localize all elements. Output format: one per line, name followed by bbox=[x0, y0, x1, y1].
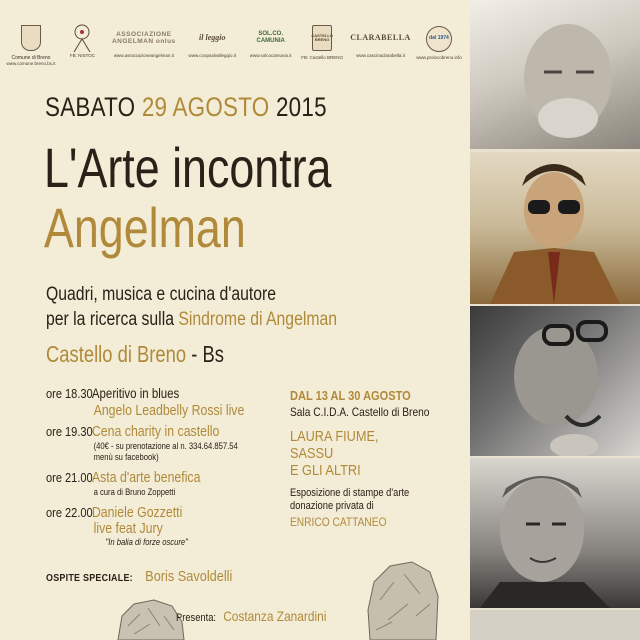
castello-breno-logo-icon bbox=[312, 25, 332, 51]
portrait-photo bbox=[470, 0, 640, 149]
program-quote: "In balia di forze oscure" bbox=[105, 537, 188, 547]
exhibition-block bbox=[290, 388, 470, 529]
stone-sculpture-right bbox=[364, 560, 442, 640]
event-title-line1: L'Arte incontra bbox=[44, 136, 332, 199]
exhibition-donor: ENRICO CATTANEO bbox=[290, 515, 387, 529]
event-subtitle bbox=[46, 282, 337, 332]
exhibition-description bbox=[290, 487, 443, 513]
event-date bbox=[45, 92, 327, 123]
program-note: a cura di Bruno Zoppetti bbox=[93, 487, 176, 497]
portrait-photo bbox=[470, 152, 640, 304]
event-venue bbox=[46, 341, 224, 368]
sponsor-bar bbox=[6, 22, 464, 72]
sponsor-angelman[interactable] bbox=[109, 22, 179, 72]
exhibition-artists bbox=[290, 428, 443, 479]
subtitle-line2 bbox=[46, 307, 337, 332]
sponsor-proloco[interactable] bbox=[414, 22, 464, 72]
clarabella-logo-icon bbox=[349, 22, 413, 54]
sponsor-solco[interactable] bbox=[246, 22, 296, 72]
sponsor-comune[interactable] bbox=[6, 22, 56, 72]
venue-separator: - bbox=[186, 341, 203, 367]
solco-logo-icon bbox=[246, 22, 296, 54]
sponsor-name: ASSOCIAZIONE ANGELMAN onlus bbox=[111, 30, 176, 45]
sponsor-web: www.cascinaclarabella.it bbox=[356, 53, 405, 58]
program-time: ore 19.30 bbox=[46, 424, 93, 439]
program-item bbox=[46, 423, 250, 463]
sponsor-web: www.coopsalvallegqio.it bbox=[188, 53, 237, 58]
program-title: Cena charity in castello bbox=[91, 424, 220, 440]
program-item bbox=[46, 385, 250, 419]
program-title: Daniele Gozzetti bbox=[91, 505, 183, 521]
artist-line: LAURA FIUME, bbox=[290, 428, 379, 445]
program-note: (40€ - su prenotazione al n. 334.64.857.54 bbox=[93, 441, 238, 451]
venue-province: Bs bbox=[202, 341, 224, 367]
subtitle-prefix: per la ricerca sulla bbox=[46, 309, 174, 330]
sponsor-web: FB: Castello BRENO bbox=[301, 55, 343, 60]
municipal-crest-icon bbox=[21, 25, 41, 51]
event-year: 2015 bbox=[275, 92, 327, 122]
sponsor-leggio[interactable] bbox=[180, 22, 244, 72]
special-guest bbox=[46, 568, 232, 586]
exhibition-hall: Sala C.I.D.A. Castello di Breno bbox=[290, 405, 430, 419]
subtitle-highlight: Sindrome di Angelman bbox=[178, 309, 338, 330]
presenter-label: Presenta: bbox=[176, 612, 217, 624]
sponsor-name: il leggio bbox=[199, 32, 226, 42]
program-item bbox=[46, 469, 250, 498]
program-note: menù su facebook) bbox=[93, 452, 159, 462]
portrait-photo bbox=[470, 458, 640, 608]
associazione-angelman-logo-icon bbox=[109, 22, 179, 54]
program-time: ore 18.30 bbox=[46, 386, 93, 401]
venue-place: Castello di Breno bbox=[46, 341, 187, 367]
presenter-name: Costanza Zanardini bbox=[223, 608, 327, 624]
artist-line: E GLI ALTRI bbox=[290, 462, 361, 479]
subtitle-line1: Quadri, musica e cucina d'autore bbox=[46, 284, 277, 305]
portrait-photo bbox=[470, 306, 640, 456]
il-leggio-logo-icon bbox=[180, 22, 244, 54]
program-list bbox=[46, 385, 286, 548]
guest-label: OSPITE SPECIALE: bbox=[46, 572, 133, 584]
program-title: Aperitivo in blues bbox=[91, 386, 180, 401]
pro-loco-logo-icon bbox=[426, 26, 452, 52]
program-time: ore 21.00 bbox=[46, 470, 93, 485]
sponsor-castello[interactable] bbox=[297, 22, 347, 72]
guest-name: Boris Savoldelli bbox=[145, 568, 233, 585]
artist-line: SASSU bbox=[290, 445, 334, 462]
event-day-month: 29 AGOSTO bbox=[141, 92, 270, 122]
sponsor-web: www.comune.breno.bs.it bbox=[6, 60, 56, 66]
sponsor-web: www.solcocamunia.it bbox=[249, 53, 292, 58]
program-time: ore 22.00 bbox=[46, 505, 93, 520]
sponsor-nistoc[interactable] bbox=[57, 22, 107, 72]
exhibition-desc-line2: donazione privata di bbox=[290, 500, 374, 512]
sponsor-web: www.associazioneangelman.it bbox=[113, 53, 174, 58]
sponsor-name: Comune di Breno bbox=[11, 55, 51, 61]
sponsor-name: SOL.CO. CAMUNIA bbox=[256, 31, 285, 44]
sponsor-clarabella[interactable] bbox=[349, 22, 413, 72]
sponsor-name: CLARABELLA bbox=[350, 32, 411, 42]
portrait-photo bbox=[470, 610, 640, 640]
program-line2: live feat Jury bbox=[93, 521, 163, 537]
event-title-line2: Angelman bbox=[44, 196, 246, 259]
program-item bbox=[46, 504, 250, 548]
sponsor-web: www.prolocobreno.info bbox=[416, 55, 462, 60]
sponsor-web: FB: NISTOC bbox=[69, 53, 95, 58]
sponsor-name: dal 1974 bbox=[429, 35, 449, 42]
event-day: SABATO bbox=[45, 92, 136, 122]
program-title: Asta d'arte benefica bbox=[91, 470, 201, 486]
nistoc-logo-icon bbox=[57, 22, 107, 54]
program-line2: Angelo Leadbelly Rossi live bbox=[93, 403, 245, 419]
sponsor-name: CASTELLO BRENO bbox=[311, 32, 333, 42]
exhibition-desc-line1: Esposizione di stampe d'arte bbox=[290, 487, 410, 499]
presenter bbox=[176, 608, 326, 626]
portrait-column bbox=[470, 0, 640, 640]
exhibition-dates: DAL 13 AL 30 AGOSTO bbox=[290, 388, 411, 403]
